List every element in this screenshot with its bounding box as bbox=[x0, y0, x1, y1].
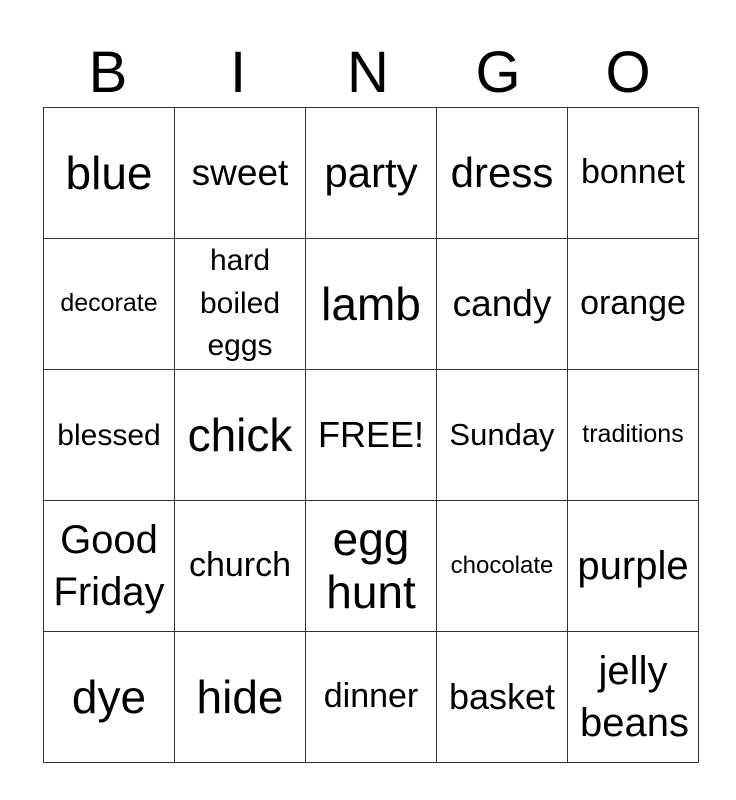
bingo-cell[interactable] bbox=[437, 370, 568, 501]
bingo-cell[interactable] bbox=[306, 370, 437, 501]
bingo-cell[interactable] bbox=[175, 501, 306, 632]
bingo-header bbox=[43, 40, 693, 106]
bingo-cell[interactable] bbox=[44, 239, 175, 370]
header-letter-n: N bbox=[347, 40, 389, 105]
cell-text: basket bbox=[448, 676, 556, 718]
bingo-cell[interactable] bbox=[44, 108, 175, 239]
bingo-cell[interactable] bbox=[44, 501, 175, 632]
card-row bbox=[44, 501, 699, 632]
bingo-cell[interactable] bbox=[175, 239, 306, 370]
header-letter-o: O bbox=[605, 40, 651, 105]
bingo-cell[interactable] bbox=[175, 108, 306, 239]
cell-text: FREE! bbox=[317, 414, 424, 456]
bingo-cell[interactable] bbox=[568, 239, 699, 370]
cell-text: hide bbox=[196, 670, 284, 723]
bingo-cell[interactable] bbox=[437, 239, 568, 370]
cell-text: traditions bbox=[582, 420, 684, 449]
cell-text: candy bbox=[452, 282, 552, 324]
bingo-cell[interactable] bbox=[437, 501, 568, 632]
bingo-cell[interactable] bbox=[44, 370, 175, 501]
bingo-cell[interactable] bbox=[306, 632, 437, 763]
bingo-cell[interactable] bbox=[306, 239, 437, 370]
header-letter-i: I bbox=[229, 40, 247, 105]
cell-text: blue bbox=[65, 146, 153, 199]
bingo-cell[interactable] bbox=[437, 108, 568, 239]
cell-text: egg hunt bbox=[326, 513, 416, 618]
cell-text: hard boiled eggs bbox=[199, 244, 281, 363]
cell-text: sweet bbox=[191, 151, 289, 193]
bingo-cell[interactable] bbox=[568, 108, 699, 239]
cell-text: dress bbox=[450, 148, 554, 196]
card-row bbox=[44, 632, 699, 763]
cell-text: purple bbox=[577, 544, 689, 588]
bingo-cell[interactable] bbox=[44, 632, 175, 763]
bingo-cell[interactable] bbox=[568, 501, 699, 632]
cell-text: party bbox=[324, 148, 418, 196]
cell-text: blessed bbox=[57, 418, 161, 452]
header-letter-b: B bbox=[88, 40, 128, 105]
cell-text: chocolate bbox=[450, 551, 554, 579]
bingo-cell[interactable] bbox=[175, 370, 306, 501]
cell-text: jelly beans bbox=[580, 649, 689, 745]
bingo-cell[interactable] bbox=[568, 632, 699, 763]
cell-text: chick bbox=[187, 408, 293, 461]
bingo-card bbox=[43, 107, 699, 763]
cell-text: orange bbox=[580, 284, 686, 323]
bingo-cell[interactable] bbox=[175, 632, 306, 763]
card-row bbox=[44, 239, 699, 370]
bingo-cell[interactable] bbox=[306, 501, 437, 632]
card-row bbox=[44, 370, 699, 501]
cell-text: Good Friday bbox=[53, 518, 165, 614]
cell-text: bonnet bbox=[581, 153, 685, 192]
cell-text: decorate bbox=[60, 289, 158, 318]
cell-text: church bbox=[188, 546, 292, 585]
cell-text: lamb bbox=[321, 277, 421, 330]
cell-text: Sunday bbox=[449, 416, 555, 452]
header-letter-g: G bbox=[475, 40, 521, 105]
cell-text: dinner bbox=[323, 677, 419, 716]
bingo-cell[interactable] bbox=[437, 632, 568, 763]
cell-text: dye bbox=[71, 670, 147, 723]
bingo-cell[interactable] bbox=[306, 108, 437, 239]
bingo-cell[interactable] bbox=[568, 370, 699, 501]
card-row bbox=[44, 108, 699, 239]
